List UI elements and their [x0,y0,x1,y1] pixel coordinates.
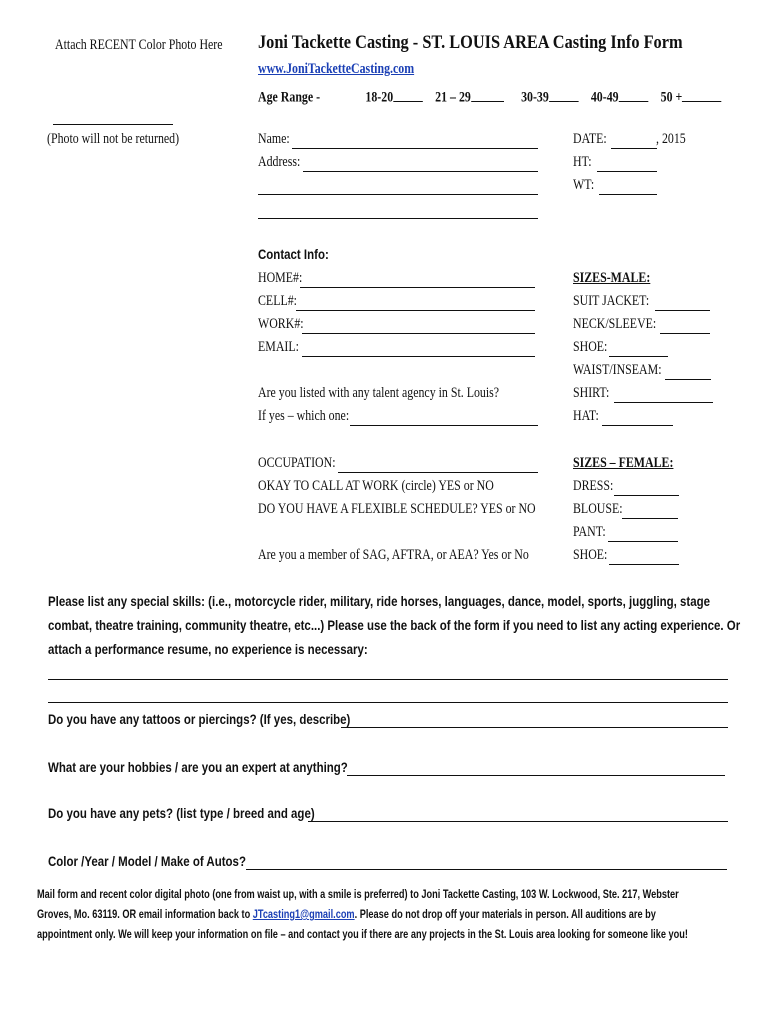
size-neck-sleeve-field[interactable] [660,333,710,334]
photo-line [53,124,173,125]
footer-line-1: Mail form and recent color digital photo (one from waist up, with a smile is preferred) to Joni Tackette Casting, 103 W. Lockwood, Ste. 217, Webster [37,889,679,901]
photo-label: Attach RECENT Color Photo Here [55,37,223,53]
height-field[interactable] [597,171,657,172]
okay-call-question: OKAY TO CALL AT WORK (circle) YES or NO [258,478,494,494]
footer-line-3: appointment only. We will keep your information on file – and contact you if there are any projects in the St. Louis area looking for someone like you! [37,929,688,941]
age-blank[interactable] [471,86,504,102]
agency-field[interactable] [350,425,538,426]
size-waist-inseam-field[interactable] [665,379,711,380]
size-blouse-field[interactable] [622,518,678,519]
flexible-schedule-question: DO YOU HAVE A FLEXIBLE SCHEDULE? YES or NO [258,501,536,517]
size-shoe-male-label: SHOE: [573,339,608,355]
size-waist-inseam-label: WAIST/INSEAM: [573,362,662,378]
agency-which-label: If yes – which one: [258,408,350,424]
hobbies-field[interactable] [347,775,725,776]
website-url[interactable]: www.JoniTacketteCasting.com [258,61,415,77]
footer-line-2-pre: Groves, Mo. 63119. OR email information back to [37,909,253,921]
skills-line-3: attach a performance resume, no experience is necessary: [48,641,368,657]
size-pant-label: PANT: [573,524,606,540]
tattoos-question: Do you have any tattoos or piercings? (If yes, describe) [48,711,351,727]
size-blouse-label: BLOUSE: [573,501,623,517]
height-label: HT: [573,154,592,170]
size-suit-jacket-label: SUIT JACKET: [573,293,650,309]
size-shirt-label: SHIRT: [573,385,610,401]
size-neck-sleeve-label: NECK/SLEEVE: [573,316,657,332]
form-title: Joni Tackette Casting - ST. LOUIS AREA Casting Info Form [258,32,683,53]
age-range-row [258,86,722,107]
footer-email-link[interactable]: JTcasting1@gmail.com [252,909,355,921]
size-pant-field[interactable] [608,541,678,542]
autos-field[interactable] [246,869,727,870]
age-option: 18-20 [365,89,394,106]
address-label: Address: [258,154,301,170]
age-option: 50 + [660,89,683,106]
photo-note: (Photo will not be returned) [47,131,180,147]
agency-question: Are you listed with any talent agency in St. Louis? [258,385,500,401]
website-link[interactable] [258,61,414,78]
autos-question: Color /Year / Model / Make of Autos? [48,853,246,869]
size-dress-field[interactable] [614,495,679,496]
tattoos-field[interactable] [341,727,728,728]
email-field[interactable] [302,356,535,357]
address-field-2[interactable] [258,194,538,195]
date-year: , 2015 [656,131,686,147]
pets-question: Do you have any pets? (list type / breed and age) [48,805,315,821]
size-shoe-female-label: SHOE: [573,547,608,563]
home-phone-field[interactable] [300,287,535,288]
work-phone-field[interactable] [302,333,535,334]
weight-field[interactable] [599,194,657,195]
size-hat-field[interactable] [602,425,673,426]
work-phone-label: WORK#: [258,316,304,332]
date-label: DATE: [573,131,607,147]
age-blank[interactable] [619,86,649,102]
age-range-label: Age Range - [258,89,321,106]
skills-field-1[interactable] [48,679,728,680]
size-dress-label: DRESS: [573,478,614,494]
occupation-label: OCCUPATION: [258,455,336,471]
age-option: 30-39 [521,89,549,106]
size-shoe-male-field[interactable] [609,356,668,357]
name-label: Name: [258,131,290,147]
hobbies-question: What are your hobbies / are you an expert at anything? [48,759,348,775]
cell-phone-field[interactable] [296,310,535,311]
age-blank[interactable] [549,86,579,102]
age-blank[interactable] [682,86,721,102]
size-suit-jacket-field[interactable] [655,310,710,311]
age-option: 21 – 29 [435,89,471,106]
skills-line-1: Please list any special skills: (i.e., motorcycle rider, military, ride horses, languages, dance, model, sports, juggling, stage [48,593,711,609]
footer-line-2-post: . Please do not drop off your materials in person. All auditions are by [354,909,656,921]
date-field[interactable] [611,148,657,149]
weight-label: WT: [573,177,595,193]
pets-field[interactable] [308,821,728,822]
address-field-3[interactable] [258,218,538,219]
union-question: Are you a member of SAG, AFTRA, or AEA? Yes or No [258,547,529,563]
contact-heading: Contact Info: [258,246,329,262]
age-blank[interactable] [393,86,423,102]
size-hat-label: HAT: [573,408,599,424]
size-shoe-female-field[interactable] [609,564,679,565]
skills-field-2[interactable] [48,702,728,703]
occupation-field[interactable] [338,472,538,473]
size-shirt-field[interactable] [614,402,713,403]
sizes-female-heading: SIZES – FEMALE: [573,455,674,471]
skills-line-2: combat, theatre training, community theatre, etc...) Please use the back of the form if you need to list any acting experience. Or [48,617,741,633]
footer-line-2 [37,909,656,921]
cell-phone-label: CELL#: [258,293,297,309]
age-option: 40-49 [590,89,619,106]
address-field[interactable] [303,171,538,172]
sizes-male-heading: SIZES-MALE: [573,270,651,286]
home-phone-label: HOME#: [258,270,303,286]
email-label: EMAIL: [258,339,299,355]
name-field[interactable] [292,148,538,149]
